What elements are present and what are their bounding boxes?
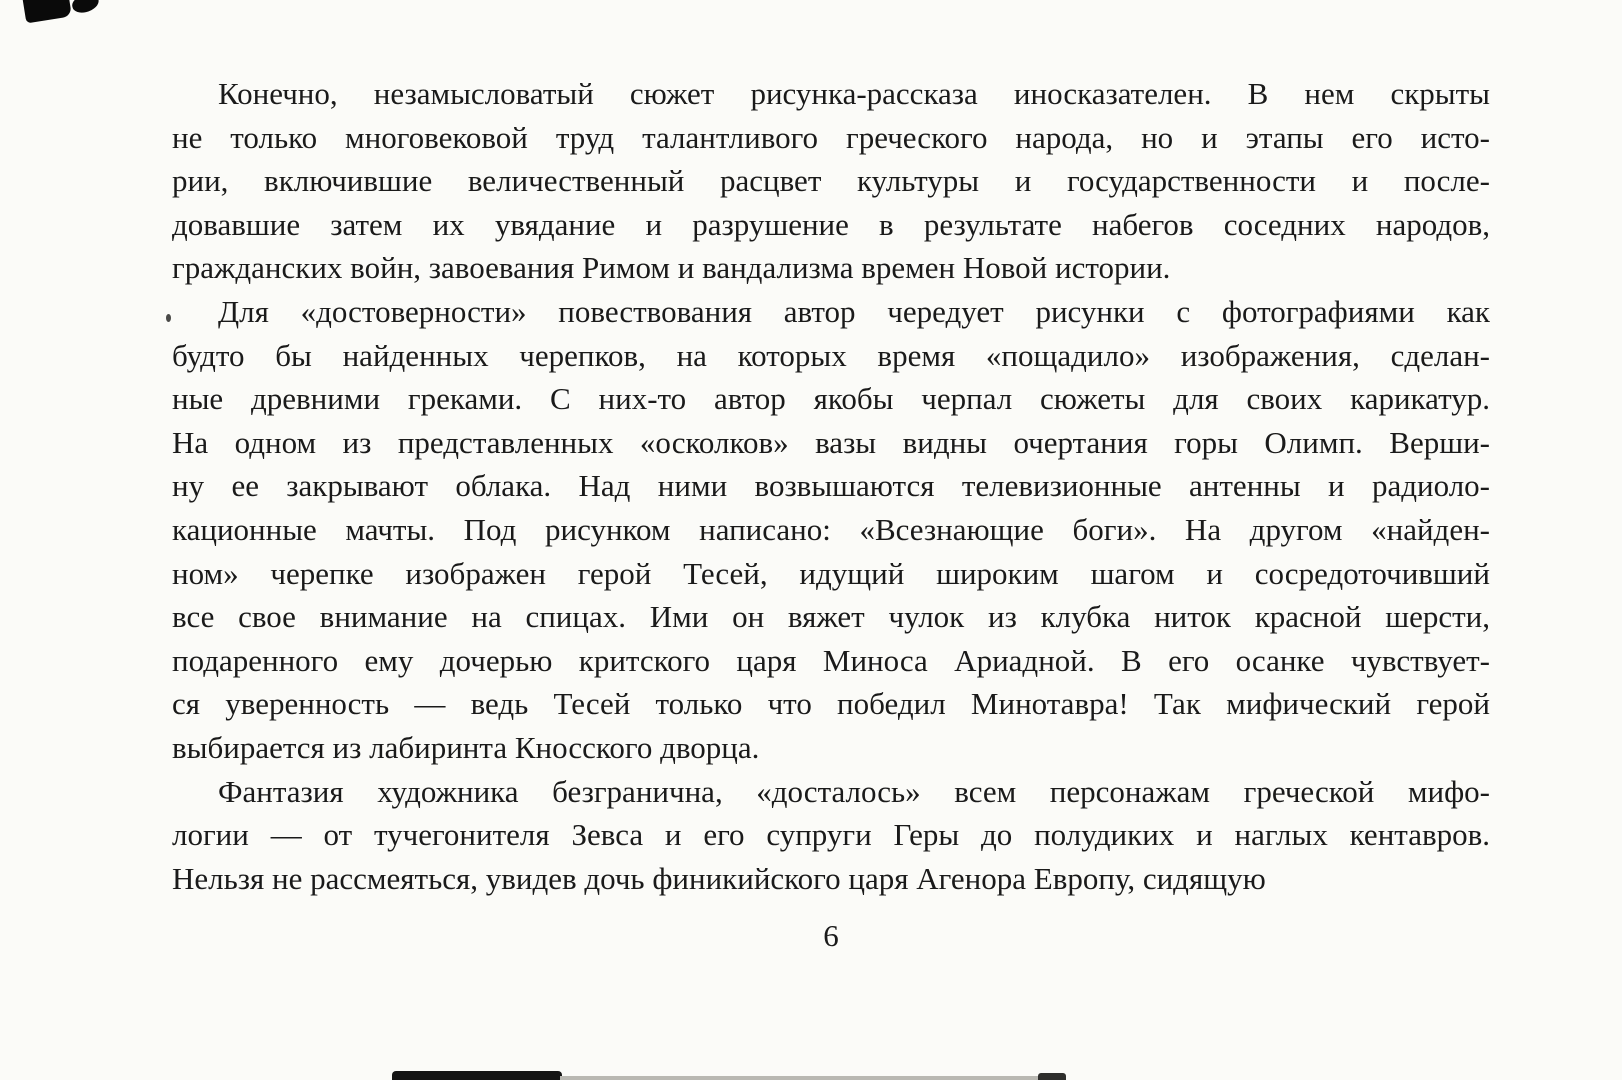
text-line: ну ее закрывают облака. Над ними возвышаются телевизионные антенны и радиоло- [172, 468, 1490, 504]
text-line: ся уверенность — ведь Тесей только что победил Минотавра! Так мифический герой [172, 686, 1490, 722]
scan-artifact-bottom-3 [1038, 1073, 1066, 1080]
scan-artifact-bottom-1 [392, 1071, 562, 1080]
text-line: кационные мачты. Под рисунком написано: «Всезнающие боги». На другом «найден- [172, 511, 1490, 547]
text-line: гражданских войн, завоевания Римом и вандализма времен Новой истории. [172, 250, 1171, 286]
text-line: На одном из представленных «осколков» вазы видны очертания горы Олимп. Верши- [172, 424, 1490, 460]
text-line: ном» черепке изображен герой Тесей, идущий широким шагом и сосредоточивший [172, 555, 1490, 591]
text-line: Нельзя не рассмеяться, увидев дочь финикийского царя Агенора Европу, сидящую [172, 860, 1266, 896]
paragraph [172, 290, 1490, 770]
text-line: довавшие затем их увядание и разрушение в результате набегов соседних народов, [172, 206, 1490, 242]
page-number: 6 [823, 918, 839, 953]
body-text [172, 72, 1490, 900]
text-line: рии, включившие величественный расцвет культуры и государственности и после- [172, 163, 1490, 199]
scan-artifact-top-left-1 [22, 0, 72, 23]
text-line: логии — от тучегонителя Зевса и его супруги Геры до полудиких и наглых кентавров. [172, 817, 1490, 853]
text-line: будто бы найденных черепков, на которых время «пощадило» изображения, сделан- [172, 337, 1490, 373]
text-line: не только многовековой труд талантливого греческого народа, но и этапы его исто- [172, 119, 1490, 155]
paragraph [172, 72, 1490, 290]
scan-artifact-margin-dot [166, 314, 171, 322]
text-line: Для «достоверности» повествования автор чередует рисунки с фотографиями как [218, 293, 1490, 329]
text-line: выбирается из лабиринта Кносского дворца. [172, 729, 760, 765]
text-line: Конечно, незамысловатый сюжет рисунка-рассказа иносказателен. В нем скрыты [218, 76, 1490, 111]
text-line: Фантазия художника безгранична, «досталось» всем персонажам греческой мифо- [218, 773, 1490, 809]
scan-artifact-bottom-2 [560, 1076, 1040, 1080]
text-line: ные древними греками. С них-то автор якобы черпал сюжеты для своих карикатур. [172, 381, 1490, 417]
text-line: подаренного ему дочерью критского царя Миноса Ариадной. В его осанке чувствует- [172, 642, 1490, 678]
text-line: все свое внимание на спицах. Ими он вяжет чулок из клубка ниток красной шерсти, [172, 599, 1490, 635]
scan-artifact-top-left-2 [70, 0, 100, 15]
paragraph [172, 770, 1490, 901]
